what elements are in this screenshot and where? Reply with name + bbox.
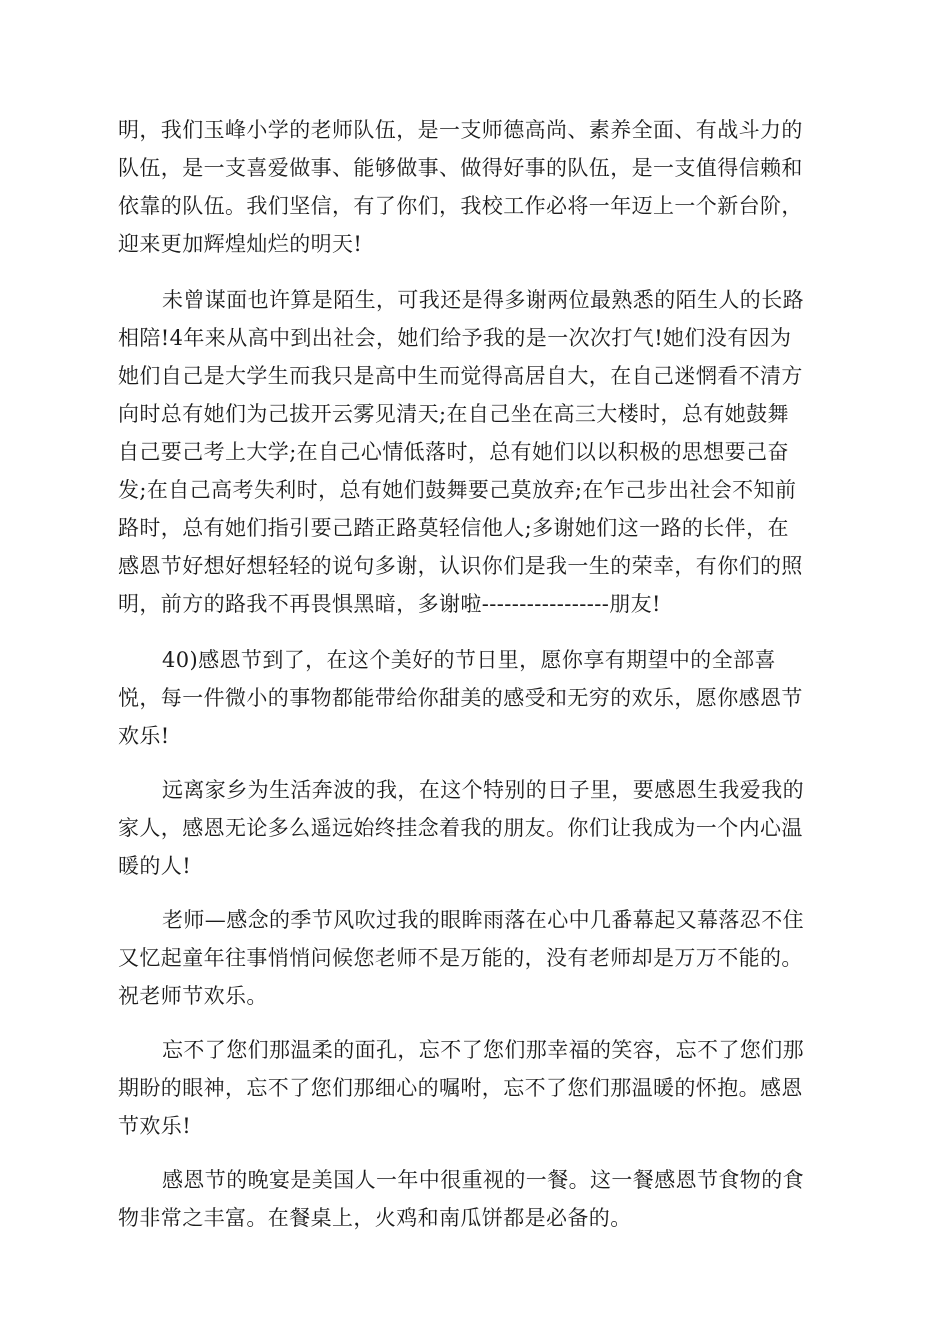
paragraph-6-line-2: 期盼的眼神，忘不了您们那细心的嘱咐，忘不了您们那温暖的怀抱。感恩 [118, 1076, 803, 1100]
paragraph-4-line-3: 暖的人! [118, 854, 192, 878]
paragraph-2-line-8: 感恩节好想好想轻轻的说句多谢，认识你们是我一生的荣幸，有你们的照 [118, 554, 803, 578]
paragraph-2-line-1: 未曾谋面也许算是陌生，可我还是得多谢两位最熟悉的陌生人的长路 [162, 288, 804, 312]
paragraph-2-line-9: 明，前方的路我不再畏惧黑暗，多谢啦-----------------朋友! [118, 592, 661, 616]
paragraph-3-line-2: 悦，每一件微小的事物都能带给你甜美的感受和无穷的欢乐，愿你感恩节 [118, 686, 803, 710]
paragraph-6-line-3: 节欢乐! [118, 1114, 192, 1138]
paragraph-4-line-1: 远离家乡为生活奔波的我，在这个特别的日子里，要感恩生我爱我的 [162, 778, 804, 802]
paragraph-2-line-4: 向时总有她们为己拔开云雾见清天;在自己坐在高三大楼时，总有她鼓舞 [118, 402, 789, 426]
paragraph-6-line-1: 忘不了您们那温柔的面孔，忘不了您们那幸福的笑容，忘不了您们那 [162, 1038, 804, 1062]
paragraph-2-line-7: 路时，总有她们指引要己踏正路莫轻信他人;多谢她们这一路的长伴，在 [118, 516, 789, 540]
paragraph-1-line-2: 队伍，是一支喜爱做事、能够做事、做得好事的队伍，是一支值得信赖和 [118, 156, 803, 180]
paragraph-2-line-3: 她们自己是大学生而我只是高中生而觉得高居自大，在自己迷惘看不清方 [118, 364, 803, 388]
paragraph-2-line-2: 相陪!4年来从高中到出社会，她们给予我的是一次次打气!她们没有因为 [118, 326, 792, 350]
paragraph-1-line-4: 迎来更加辉煌灿烂的明天! [118, 232, 363, 256]
paragraph-1-line-3: 依靠的队伍。我们坚信，有了你们，我校工作必将一年迈上一个新台阶， [118, 194, 803, 218]
paragraph-1-line-1: 明，我们玉峰小学的老师队伍，是一支师德高尚、素养全面、有战斗力的 [118, 118, 803, 142]
paragraph-2-line-6: 发;在自己高考失利时，总有她们鼓舞要己莫放弃;在乍己步出社会不知前 [118, 478, 797, 502]
paragraph-3-line-3: 欢乐! [118, 724, 170, 748]
paragraph-2-line-5: 自己要己考上大学;在自己心情低落时，总有她们以以积极的思想要己奋 [118, 440, 789, 464]
paragraph-3-line-1: 40)感恩节到了，在这个美好的节日里，愿你享有期望中的全部喜 [162, 648, 776, 672]
paragraph-7-line-1: 感恩节的晚宴是美国人一年中很重视的一餐。这一餐感恩节食物的食 [162, 1168, 804, 1192]
paragraph-4-line-2: 家人，感恩无论多么遥远始终挂念着我的朋友。你们让我成为一个内心温 [118, 816, 803, 840]
paragraph-5-line-2: 又忆起童年往事悄悄问候您老师不是万能的，没有老师却是万万不能的。 [118, 946, 803, 970]
paragraph-5-line-3: 祝老师节欢乐。 [118, 984, 268, 1008]
paragraph-5-line-1: 老师—感念的季节风吹过我的眼眸雨落在心中几番幕起又幕落忍不住 [162, 908, 804, 932]
paragraph-7-line-2: 物非常之丰富。在餐桌上，火鸡和南瓜饼都是必备的。 [118, 1206, 632, 1230]
